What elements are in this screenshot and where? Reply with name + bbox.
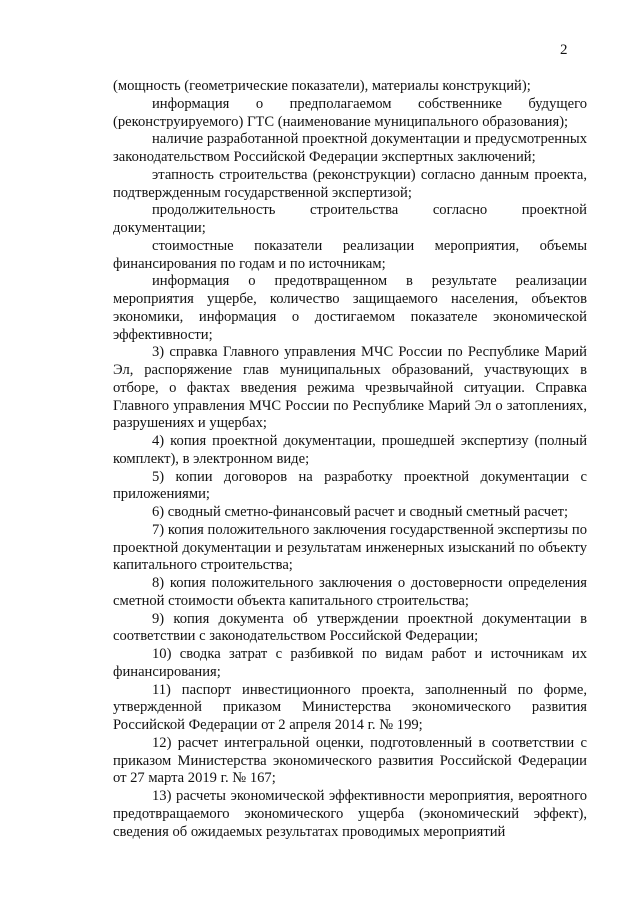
paragraph-14: 9) копия документа об утверждении проектной документации в соответствии с законодательством Российской Федерации; [113,610,587,645]
paragraph-8: 3) справка Главного управления МЧС России по Республике Марий Эл, распоряжение глав муниципальных образований, участвующих в отборе, о фактах введения режима чрезвычайной ситуации. Справка Главного управления МЧС России по Республике Марий Эл о затоплениях, разрушениях и ущербах; [113,344,587,432]
paragraph-9: 4) копия проектной документации, прошедшей экспертизу (полный комплект), в электронном виде; [113,433,587,467]
paragraph-2: информация о предполагаемом собственнике будущего (реконструируемого) ГТС (наименование муниципального образования); [113,95,587,130]
paragraph-10: 5) копии договоров на разработку проектной документации с приложениями; [113,468,587,503]
paragraph-16: 11) паспорт инвестиционного проекта, заполненный по форме, утвержденной приказом Министерства экономического развития Российской Федерации от 2 апреля 2014 г. № 199; [113,681,587,733]
paragraph-1: (мощность (геометрические показатели), материалы конструкций); [113,78,531,94]
paragraph-5: продолжительность строительства согласно проектной документации; [113,202,587,236]
paragraph-11: 6) сводный сметно-финансовый расчет и сводный сметный расчет; [152,504,569,520]
paragraph-6: стоимостные показатели реализации мероприятия, объемы финансирования по годам и по источникам; [113,237,587,272]
paragraph-15: 10) сводка затрат с разбивкой по видам работ и источникам их финансирования; [113,646,587,680]
page-number: 2 [560,42,568,58]
paragraph-4: этапность строительства (реконструкции) согласно данным проекта, подтвержденным государственной экспертизой; [113,166,587,201]
paragraph-3: наличие разработанной проектной документации и предусмотренных законодательством Российской Федерации экспертных заключений; [113,131,587,165]
document-body [113,78,587,841]
paragraph-7: информация о предотвращенном в результате реализации мероприятия ущербе, количество защищаемого населения, объектов экономики, информация о достигаемом показателе экономической эффективности; [113,273,587,343]
paragraph-17: 12) расчет интегральной оценки, подготовленный в соответствии с приказом Министерства экономического развития Российской Федерации от 27 марта 2019 г. № 167; [113,734,587,787]
paragraph-12: 7) копия положительного заключения государственной экспертизы по проектной документации и результатам инженерных изысканий по объекту капитального строительства; [113,521,587,574]
paragraph-13: 8) копия положительного заключения о достоверности определения сметной стоимости объекта капитального строительства; [113,575,587,609]
paragraph-18: 13) расчеты экономической эффективности мероприятия, вероятного предотвращаемого экономического ущерба (экономический эффект), сведения об ожидаемых результатах проводимых мероприятий [113,788,587,840]
